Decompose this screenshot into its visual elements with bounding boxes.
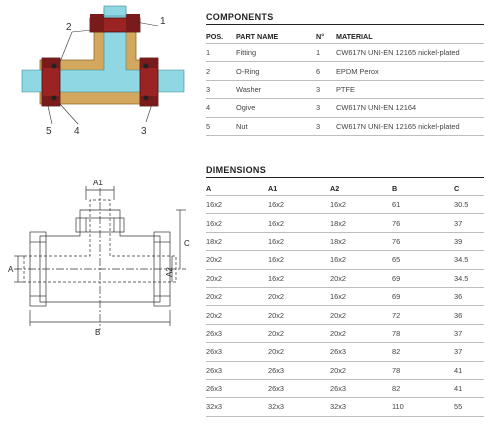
cell-c: 30.5 bbox=[454, 196, 484, 214]
cell-a2: 18x2 bbox=[330, 214, 392, 232]
cell-a1: 26x3 bbox=[268, 379, 330, 397]
cell-a1: 16x2 bbox=[268, 214, 330, 232]
cell-a: 16x2 bbox=[206, 214, 268, 232]
cell-a2: 32x3 bbox=[330, 398, 392, 416]
cell-a2: 16x2 bbox=[330, 287, 392, 305]
callout-2: 2 bbox=[66, 22, 72, 33]
col-header-c: C bbox=[454, 183, 460, 193]
col-header-material: MATERIAL bbox=[336, 31, 373, 41]
cell-c: 36 bbox=[454, 287, 484, 305]
cell-c: 37 bbox=[454, 343, 484, 361]
cell-b: 61 bbox=[392, 196, 454, 214]
cell-c: 37 bbox=[454, 324, 484, 342]
cell-a: 16x2 bbox=[206, 196, 268, 214]
table-row bbox=[206, 269, 484, 287]
cell-b: 65 bbox=[392, 251, 454, 269]
right-nut bbox=[140, 58, 158, 106]
cell-c: 41 bbox=[454, 361, 484, 379]
cell-a2: 16x2 bbox=[330, 251, 392, 269]
cell-a: 20x2 bbox=[206, 306, 268, 324]
cell-b: 76 bbox=[392, 214, 454, 232]
cell-a2: 26x3 bbox=[330, 343, 392, 361]
cell-a1: 20x2 bbox=[268, 287, 330, 305]
cell-part-name: Nut bbox=[236, 117, 316, 135]
cell-qty: 3 bbox=[316, 99, 336, 117]
cell-a1: 32x3 bbox=[268, 398, 330, 416]
table-row bbox=[206, 44, 484, 62]
cell-a2: 20x2 bbox=[330, 269, 392, 287]
top-nut bbox=[90, 6, 140, 32]
cell-a: 32x3 bbox=[206, 398, 268, 416]
cell-a1: 26x3 bbox=[268, 361, 330, 379]
callout-1: 1 bbox=[160, 16, 166, 27]
left-nut bbox=[42, 58, 60, 106]
dim-label-b: B bbox=[95, 328, 101, 337]
cell-qty: 3 bbox=[316, 80, 336, 98]
cell-c: 36 bbox=[454, 306, 484, 324]
callout-5: 5 bbox=[46, 126, 52, 137]
cell-a: 26x3 bbox=[206, 324, 268, 342]
technical-drawing bbox=[0, 180, 200, 340]
table-row bbox=[206, 287, 484, 305]
dimensions-table bbox=[206, 181, 484, 417]
cell-qty: 6 bbox=[316, 62, 336, 80]
cell-b: 69 bbox=[392, 269, 454, 287]
cell-pos: 5 bbox=[206, 117, 236, 135]
cell-a2: 20x2 bbox=[330, 361, 392, 379]
dim-label-a1: A1 bbox=[93, 180, 103, 187]
cell-a: 26x3 bbox=[206, 343, 268, 361]
cell-a: 20x2 bbox=[206, 269, 268, 287]
col-header-a: A bbox=[206, 183, 212, 193]
cell-a1: 20x2 bbox=[268, 324, 330, 342]
cell-a2: 18x2 bbox=[330, 232, 392, 250]
cell-pos: 2 bbox=[206, 62, 236, 80]
col-header-qty: N° bbox=[316, 31, 325, 41]
cell-c: 41 bbox=[454, 379, 484, 397]
cell-pos: 3 bbox=[206, 80, 236, 98]
cell-a1: 16x2 bbox=[268, 269, 330, 287]
cell-a1: 16x2 bbox=[268, 196, 330, 214]
cell-c: 34.5 bbox=[454, 251, 484, 269]
dimensions-title: DIMENSIONS bbox=[206, 165, 267, 175]
cell-b: 110 bbox=[392, 398, 454, 416]
cell-a2: 20x2 bbox=[330, 324, 392, 342]
cell-pos: 4 bbox=[206, 99, 236, 117]
cell-a1: 20x2 bbox=[268, 306, 330, 324]
table-row bbox=[206, 214, 484, 232]
cell-material: CW617N UNI-EN 12165 nickel-plated bbox=[336, 44, 484, 62]
col-header-b: B bbox=[392, 183, 398, 193]
col-header-pos: POS. bbox=[206, 31, 224, 41]
dim-label-a: A bbox=[8, 265, 14, 274]
cell-c: 55 bbox=[454, 398, 484, 416]
table-row bbox=[206, 232, 484, 250]
cell-a2: 26x3 bbox=[330, 379, 392, 397]
components-header-row bbox=[206, 29, 484, 44]
dim-label-a2: A2 bbox=[165, 267, 174, 277]
cell-a2: 20x2 bbox=[330, 306, 392, 324]
cell-pos: 1 bbox=[206, 44, 236, 62]
cell-material: CW617N UNI-EN 12165 nickel-plated bbox=[336, 117, 484, 135]
callout-4: 4 bbox=[74, 126, 80, 137]
cell-part-name: Ogive bbox=[236, 99, 316, 117]
table-row bbox=[206, 99, 484, 117]
cell-qty: 3 bbox=[316, 117, 336, 135]
cell-a: 26x3 bbox=[206, 361, 268, 379]
table-row bbox=[206, 343, 484, 361]
cell-c: 34.5 bbox=[454, 269, 484, 287]
col-header-a2: A2 bbox=[330, 183, 340, 193]
cell-material: EPDM Perox bbox=[336, 62, 484, 80]
cell-part-name: O-Ring bbox=[236, 62, 316, 80]
cell-a1: 20x2 bbox=[268, 343, 330, 361]
table-row bbox=[206, 324, 484, 342]
cell-a: 20x2 bbox=[206, 287, 268, 305]
table-row bbox=[206, 398, 484, 416]
table-row bbox=[206, 361, 484, 379]
cell-a: 20x2 bbox=[206, 251, 268, 269]
col-header-a1: A1 bbox=[268, 183, 278, 193]
table-row bbox=[206, 117, 484, 135]
dim-label-c: C bbox=[184, 239, 190, 248]
cell-a1: 16x2 bbox=[268, 232, 330, 250]
cell-b: 78 bbox=[392, 324, 454, 342]
cell-c: 39 bbox=[454, 232, 484, 250]
cell-part-name: Washer bbox=[236, 80, 316, 98]
table-row bbox=[206, 196, 484, 214]
cell-a: 26x3 bbox=[206, 379, 268, 397]
cell-c: 37 bbox=[454, 214, 484, 232]
cell-b: 72 bbox=[392, 306, 454, 324]
table-row bbox=[206, 379, 484, 397]
components-title: COMPONENTS bbox=[206, 12, 274, 22]
table-row bbox=[206, 80, 484, 98]
cell-material: PTFE bbox=[336, 80, 484, 98]
components-table bbox=[206, 29, 484, 136]
table-row bbox=[206, 251, 484, 269]
cell-part-name: Fitting bbox=[236, 44, 316, 62]
components-title-rule bbox=[206, 24, 484, 25]
cell-qty: 1 bbox=[316, 44, 336, 62]
cell-b: 78 bbox=[392, 361, 454, 379]
table-row bbox=[206, 62, 484, 80]
cutaway-illustration bbox=[0, 0, 200, 150]
callout-3: 3 bbox=[141, 126, 147, 137]
table-row bbox=[206, 306, 484, 324]
cell-a1: 16x2 bbox=[268, 251, 330, 269]
cell-material: CW617N UNI-EN 12164 bbox=[336, 99, 484, 117]
dimensions-title-rule bbox=[206, 177, 484, 178]
col-header-part-name: PART NAME bbox=[236, 31, 279, 41]
cell-a2: 16x2 bbox=[330, 196, 392, 214]
cell-b: 69 bbox=[392, 287, 454, 305]
cell-b: 76 bbox=[392, 232, 454, 250]
cell-b: 82 bbox=[392, 343, 454, 361]
cell-b: 82 bbox=[392, 379, 454, 397]
dimensions-header-row bbox=[206, 181, 484, 196]
cell-a: 18x2 bbox=[206, 232, 268, 250]
